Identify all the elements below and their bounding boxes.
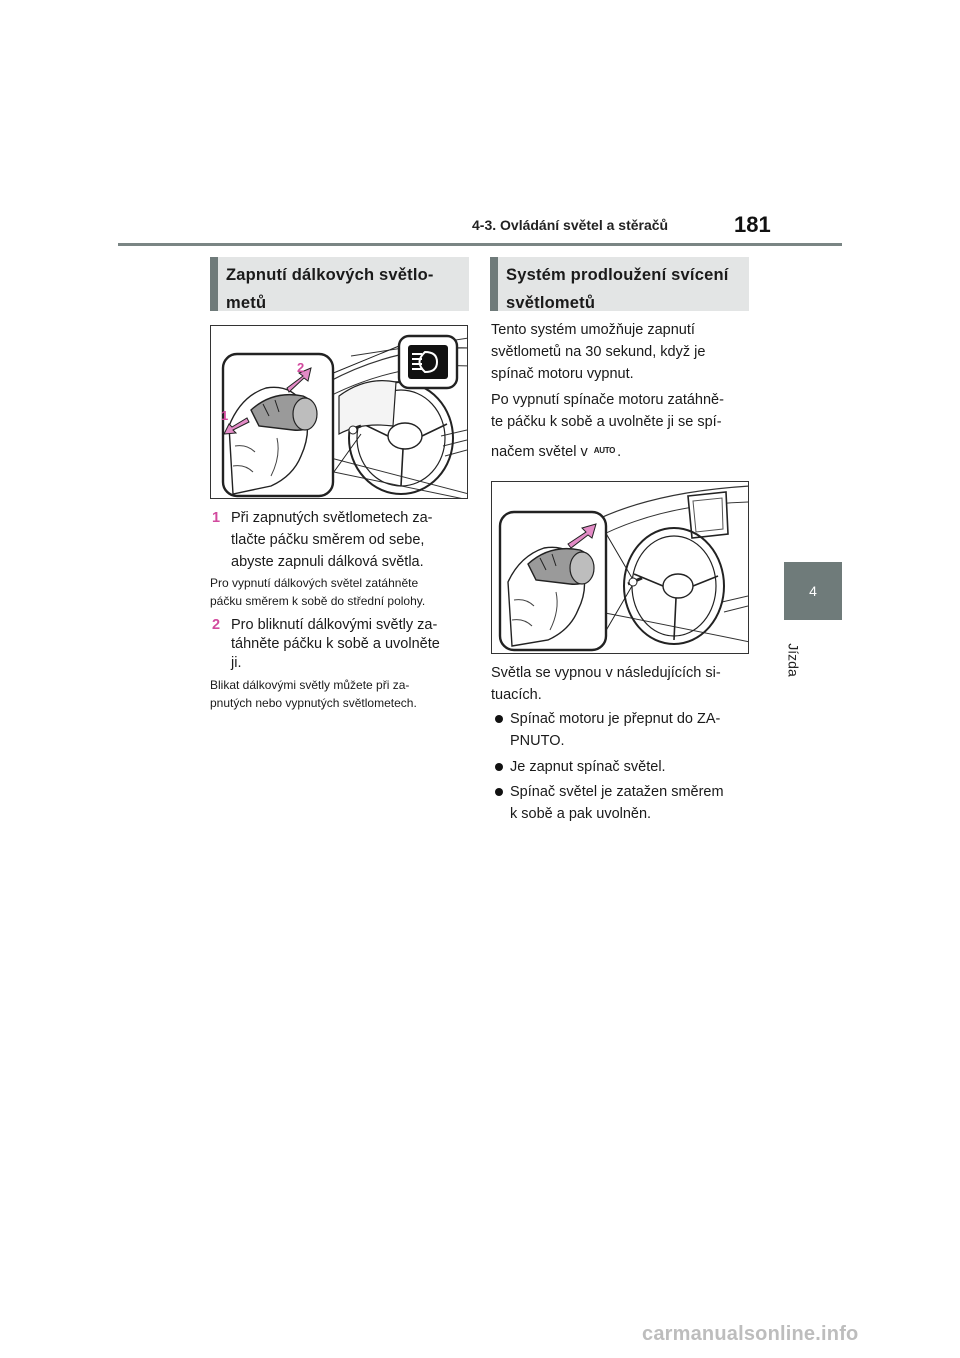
auto-symbol-icon: AUTO bbox=[593, 446, 616, 455]
chapter-tab[interactable] bbox=[784, 562, 842, 620]
paragraph-conditions: Světla se vypnou v následujících si- tuacích. bbox=[491, 665, 721, 703]
extension-system-heading: Systém prodloužení svícení světlometů bbox=[490, 257, 749, 311]
headlight-extension-illustration bbox=[491, 481, 749, 654]
step-1: 1 Při zapnutých světlometech za- tlačte páčku směrem od sebe, abyste zapnuli dálková světla. bbox=[210, 507, 472, 573]
step-2-number: 2 bbox=[212, 617, 221, 633]
paragraph-intro: Tento systém umožňuje zapnutí světlometů na 30 sekund, když je spínač motoru vypnut. bbox=[491, 322, 706, 382]
chapter-label: Jízda bbox=[786, 643, 802, 677]
list-item: Spínač motoru je přepnut do ZA- PNUTO. bbox=[491, 708, 753, 752]
watermark: carmanualsonline.info bbox=[642, 1323, 859, 1345]
page-number: 181 bbox=[734, 212, 771, 237]
high-beam-illustration bbox=[210, 325, 468, 499]
high-beam-heading: Zapnutí dálkových světlo- metů bbox=[210, 257, 469, 311]
paragraph-procedure: Po vypnutí spínače motoru zatáhně- te páčku k sobě a uvolněte ji se spí- načem světel v AUTO . bbox=[491, 392, 724, 460]
note-1: Pro vypnutí dálkových světel zatáhněte páčku směrem k sobě do střední polohy. bbox=[210, 576, 426, 608]
note-2: Blikat dálkovými světly můžete při za- pnutých nebo vypnutých světlometech. bbox=[210, 678, 417, 710]
chapter-number: 4 bbox=[809, 583, 817, 599]
bullet-icon bbox=[495, 715, 503, 723]
arrow-marker-2: 2 bbox=[297, 360, 305, 375]
step-2: 2 Pro bliknutí dálkovými světly za- táhněte páčku k sobě a uvolněte ji. bbox=[212, 617, 440, 671]
arrow-marker-1: 1 bbox=[221, 408, 229, 423]
header-divider bbox=[118, 243, 842, 246]
list-item: Je zapnut spínač světel. bbox=[491, 756, 753, 778]
bullet-icon bbox=[495, 788, 503, 796]
section-title: 4-3. Ovládání světel a stěračů bbox=[472, 217, 669, 233]
step-1-number: 1 bbox=[212, 510, 221, 526]
bullet-icon bbox=[495, 763, 503, 771]
list-item: Spínač světel je zatažen směrem k sobě a pak uvolněn. bbox=[491, 781, 753, 825]
